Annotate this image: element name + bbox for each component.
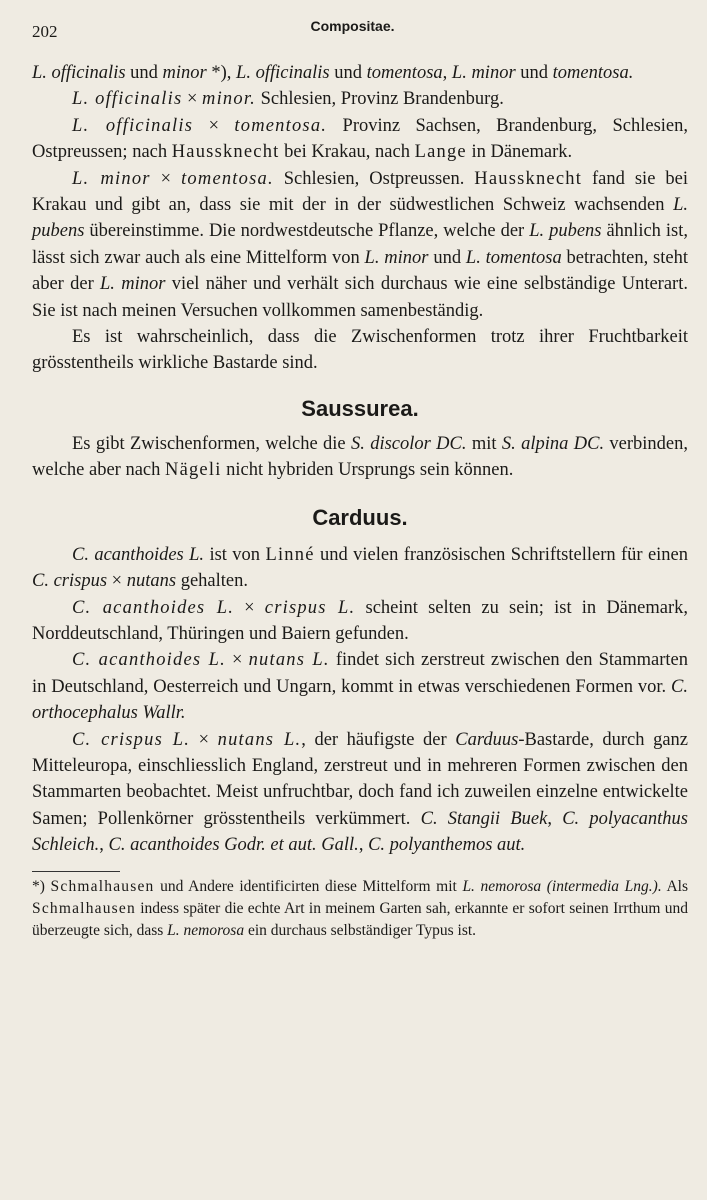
hybrid-sign: × xyxy=(193,115,235,136)
footnote-marker: *) xyxy=(32,877,51,895)
running-header xyxy=(32,18,673,44)
lactuca-paragraph-2 xyxy=(32,113,688,166)
text: fand sie bei Krakau und gibt an, dass sie mit der in der südwestlichen Schweiz wachsenden xyxy=(32,168,688,216)
synonym: C. Stangii Buek xyxy=(420,808,548,829)
taxon-name: nutans xyxy=(126,571,177,592)
hybrid-parent: tomentosa. xyxy=(234,115,328,136)
footnote-marker: *), xyxy=(206,63,237,83)
author-name: Schmalhausen xyxy=(32,899,136,917)
text: ein durchaus selbständiger Typus ist. xyxy=(244,921,477,939)
hybrid-parent: L. minor xyxy=(72,168,151,189)
taxon-name: S. alpina DC. xyxy=(501,433,605,454)
distribution-text: Schlesien, Ostpreussen. xyxy=(273,168,475,189)
text: mit xyxy=(466,433,502,454)
taxon-name: C. crispus xyxy=(32,571,108,592)
text: und xyxy=(329,63,367,83)
author-name: Lange xyxy=(414,142,467,163)
carduus-paragraph-1 xyxy=(32,542,688,595)
text: und Andere identificirten diese Mittelform mit xyxy=(154,877,463,895)
section-heading-saussurea: Saussurea. xyxy=(301,395,419,421)
hybrid-sign: × xyxy=(182,89,203,110)
taxon-name: tomentosa xyxy=(366,63,443,83)
distribution-text: Provinz Sachsen, Brandenburg, Schlesien, Ostpreussen; nach xyxy=(32,115,688,163)
hybrid-parent: nutans L. xyxy=(248,650,330,671)
synonym: C. polyacanthus Schleich. xyxy=(32,808,688,856)
taxon-name: L. pubens xyxy=(32,195,688,242)
synonym: C. polyanthemos aut. xyxy=(368,835,526,856)
hybrid-parent: tomentosa. xyxy=(181,168,274,189)
text: ist von xyxy=(204,544,266,565)
text: Als xyxy=(661,877,689,895)
page-body xyxy=(32,60,688,942)
taxon-name: L. tomentosa xyxy=(465,247,562,268)
text: , xyxy=(442,63,452,83)
text: und vielen französischen Schriftstellern für einen xyxy=(314,544,689,565)
lactuca-paragraph-4: Es ist wahrscheinlich, dass die Zwischenformen trotz ihrer Fruchtbarkeit grösstentheils wirkliche Bastarde sind. xyxy=(32,327,688,374)
text: bei Krakau, nach xyxy=(279,142,415,163)
text: indess später die echte Art in meinem Garten sah, erkannte er sofort seinen Irrthum und überzeugte sich, dass xyxy=(32,899,688,939)
hybrid-sign: × xyxy=(190,729,218,750)
hybrid-parent: C. acanthoides L. xyxy=(72,597,235,618)
taxon-name: L. nemorosa (intermedia Lng.). xyxy=(462,877,662,895)
hybrid-parent: C. crispus L. xyxy=(72,729,191,750)
hybrid-sign: × xyxy=(107,571,127,592)
text: betrachten, steht aber der xyxy=(32,247,688,295)
text: Es gibt Zwischenformen, welche die xyxy=(72,433,351,454)
text: und xyxy=(515,63,553,83)
text: , xyxy=(358,835,369,856)
synonym: C. orthocephalus Wallr. xyxy=(32,676,688,724)
hybrid-sign: × xyxy=(225,650,249,671)
hybrid-parent: L. officinalis xyxy=(72,115,194,136)
author-name: Linné xyxy=(265,544,315,565)
section-heading-carduus: Carduus. xyxy=(312,504,408,530)
distribution-text: -Bastarde, durch ganz Mitteleuropa, einschliesslich England, zerstreut und in mehreren Formen zwischen den Stammarten beobachtet. Meist unfruchtbar, doch fand ich zuweilen einzelne entwickelte Samen; Pollenkörner grösstentheils verkümmert. xyxy=(32,729,689,829)
footnote-rule xyxy=(32,871,120,872)
text: verbinden, welche aber nach xyxy=(32,433,689,481)
taxon-name: minor xyxy=(162,63,207,83)
carduus-paragraph-4 xyxy=(32,727,688,859)
text: und xyxy=(125,63,163,83)
text: , xyxy=(99,835,109,856)
text: , xyxy=(547,808,563,829)
distribution-text: Schlesien, Provinz Brandenburg. xyxy=(256,89,504,110)
author-name: Nägeli xyxy=(165,460,222,481)
hybrid-parent: C. acanthoides L. xyxy=(72,650,226,671)
hybrid-sign: × xyxy=(150,168,182,189)
saussurea-paragraph xyxy=(32,431,688,484)
carduus-paragraph-3 xyxy=(32,647,688,726)
carduus-paragraph-2 xyxy=(32,595,688,648)
text: ähnlich ist, lässt sich zwar auch als eine Mittelform von xyxy=(32,221,689,268)
hybrid-parent: nutans L. xyxy=(217,729,302,750)
lactuca-paragraph-1 xyxy=(32,86,688,112)
text: viel näher und verhält sich durchaus wie eine selbständige Unterart. Sie ist nach meinen Versuchen vollkommen samenbeständig. xyxy=(32,274,688,321)
taxon-name: L. officinalis xyxy=(236,63,330,83)
text: und xyxy=(428,247,466,268)
taxon-name: L. nemorosa xyxy=(167,921,245,939)
hybrid-parent: crispus L. xyxy=(264,597,356,618)
text: nicht hybriden Ursprungs sein können. xyxy=(221,460,514,481)
genus-name: Carduus xyxy=(455,729,519,750)
author-name: Haussknecht xyxy=(171,142,280,163)
lactuca-paragraph-0 xyxy=(32,60,688,86)
hybrid-parent: minor. xyxy=(202,89,257,110)
distribution-text: findet sich zerstreut zwischen den Stammarten in Deutschland, Oesterreich und Ungarn, kommt in etwas verschiedenen Formen vor. xyxy=(32,650,688,697)
text: in Dänemark. xyxy=(466,142,573,163)
taxon-name: L. pubens xyxy=(529,221,602,242)
author-name: Haussknecht xyxy=(474,168,583,189)
distribution-text: scheint selten zu sein; ist in Dänemark, Norddeutschland, Thüringen und Baiern gefunden. xyxy=(32,597,688,644)
taxon-name: L. officinalis xyxy=(32,63,126,83)
text: übereinstimme. Die nordwestdeutsche Pflanze, welche der xyxy=(84,221,530,242)
hybrid-parent: L. officinalis xyxy=(72,89,183,110)
running-title: Compositae. xyxy=(310,18,395,34)
taxon-name: L. minor xyxy=(100,274,166,295)
taxon-name: L. minor xyxy=(451,63,516,83)
hybrid-sign: × xyxy=(234,597,265,618)
synonym: C. acanthoides Godr. et aut. Gall. xyxy=(108,835,359,856)
taxon-name: S. discolor DC. xyxy=(350,433,467,454)
author-name: Schmalhausen xyxy=(50,877,155,895)
taxon-name: tomentosa. xyxy=(552,63,634,83)
page-number: 202 xyxy=(32,22,58,41)
text: gehalten. xyxy=(176,571,248,592)
text: , der häufigste der xyxy=(301,729,456,750)
footnote xyxy=(32,876,688,942)
lactuca-paragraph-3 xyxy=(32,166,688,324)
taxon-name: L. minor xyxy=(364,247,429,268)
taxon-name: C. acanthoides L. xyxy=(72,544,205,565)
